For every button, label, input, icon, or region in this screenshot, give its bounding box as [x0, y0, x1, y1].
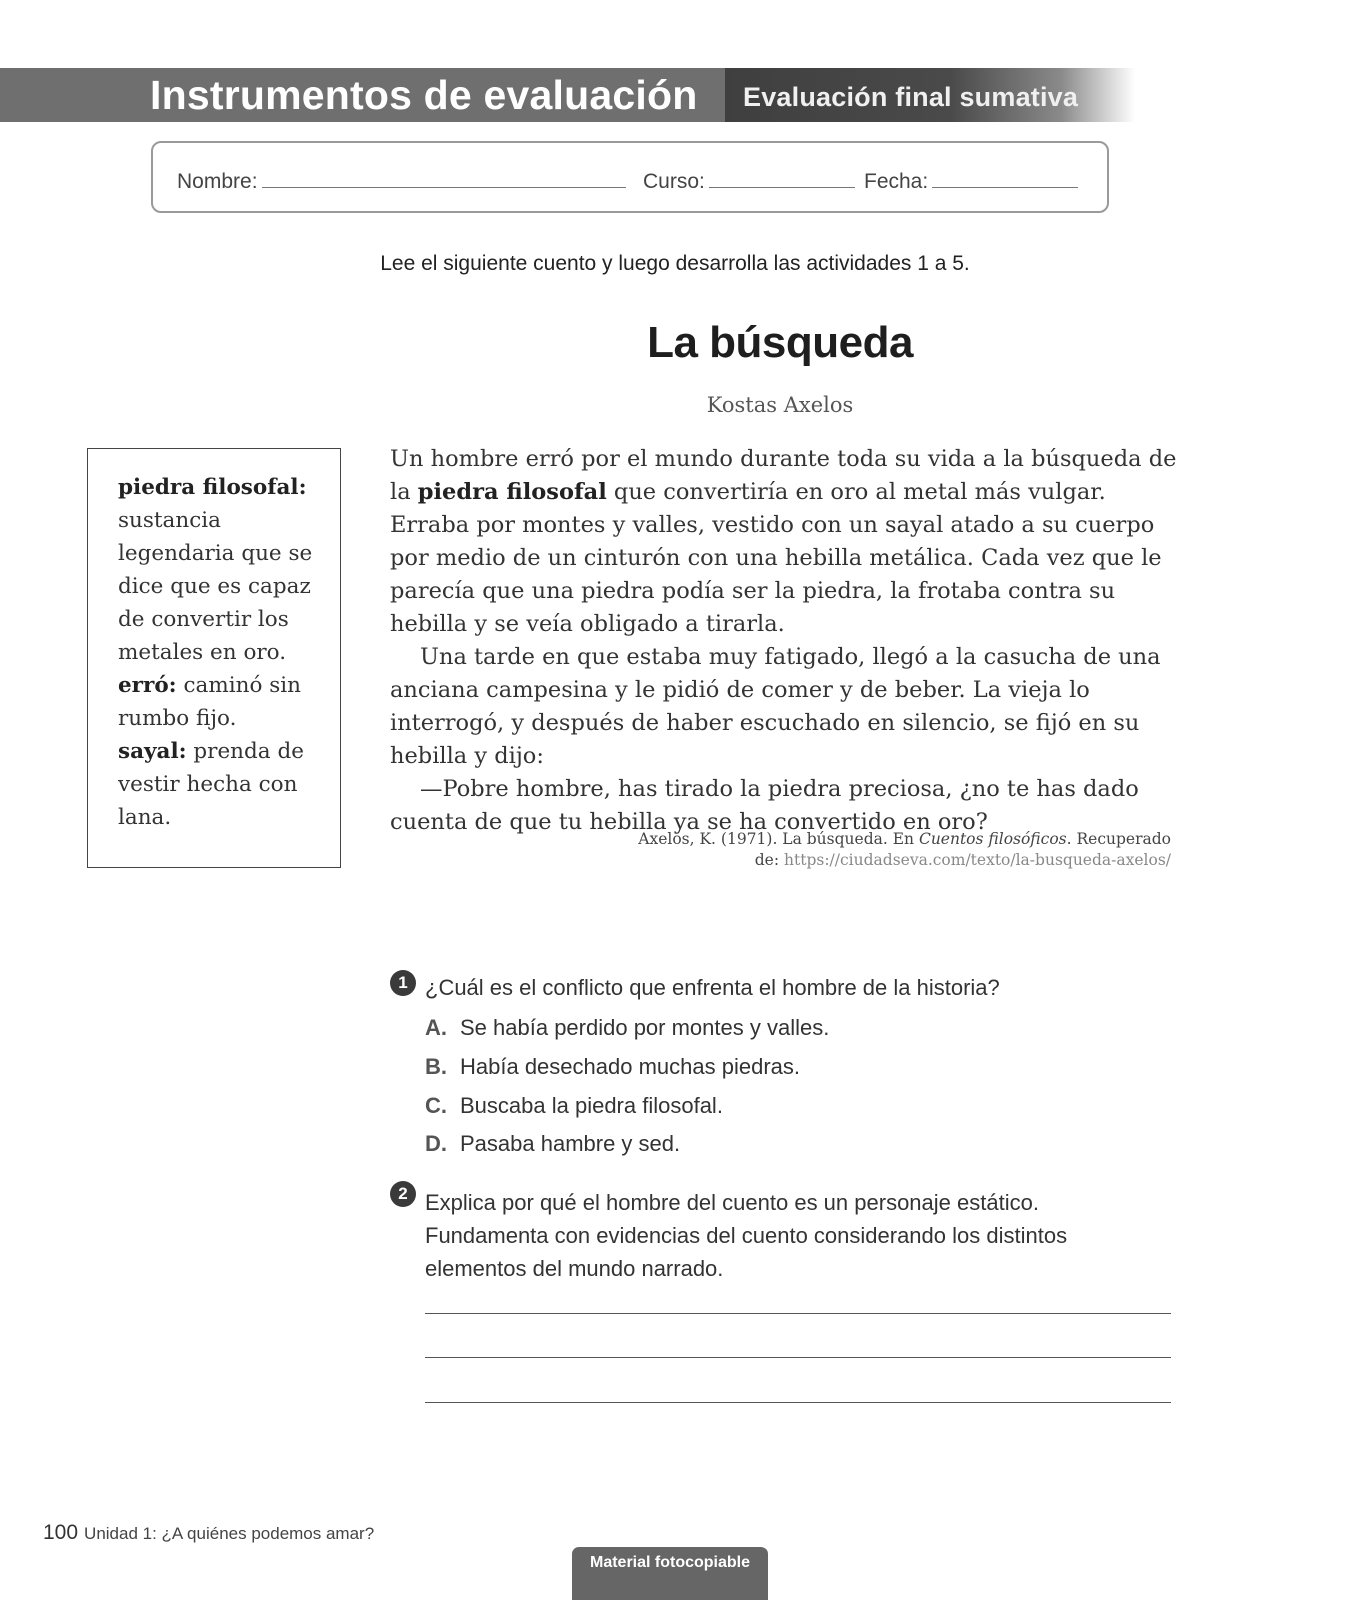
story-text: Un hombre erró por el mundo durante toda su vida a la búsqueda de la: [390, 446, 1177, 505]
citation-url[interactable]: https://ciudadseva.com/texto/la-busqueda-axelos/: [784, 851, 1171, 869]
answer-line[interactable]: [425, 1357, 1171, 1358]
option-letter: D.: [425, 1131, 447, 1156]
header-subtitle-band: [725, 68, 1135, 122]
unit-title: Unidad 1: ¿A quiénes podemos amar?: [84, 1524, 375, 1543]
question-1-option-d[interactable]: [425, 1131, 680, 1157]
glossary-definition: sustancia legendaria que se dice que es capaz de convertir los metales en oro.: [118, 508, 313, 665]
story-title: La búsqueda: [647, 318, 913, 367]
citation-text: . Recuperado: [1066, 830, 1171, 848]
glossary-definition: caminó sin rumbo fijo.: [118, 673, 301, 731]
citation-book-title: Cuentos filosóficos: [918, 830, 1067, 848]
page-footer: [43, 1521, 374, 1545]
instruction-text: Lee el siguiente cuento y luego desarrolla las actividades 1 a 5.: [380, 252, 970, 275]
option-text: Buscaba la piedra filosofal.: [460, 1093, 723, 1118]
glossary-box: [87, 448, 341, 868]
name-field[interactable]: [177, 169, 626, 194]
option-letter: A.: [425, 1015, 447, 1040]
option-text: Se había perdido por montes y valles.: [460, 1015, 830, 1040]
question-1-number-badge: 1: [390, 970, 416, 996]
header-subtitle: Evaluación final sumativa: [743, 82, 1079, 112]
glossary-term: sayal:: [118, 739, 187, 764]
story-author: Kostas Axelos: [706, 393, 854, 417]
citation: [560, 829, 1171, 871]
glossary-term: erró:: [118, 673, 177, 698]
story-keyword: piedra filosofal: [417, 479, 607, 505]
header-band: [0, 68, 725, 122]
course-field[interactable]: [643, 169, 855, 194]
question-1-option-c[interactable]: [425, 1093, 723, 1119]
story-paragraph-3: —Pobre hombre, has tirado la piedra preciosa, ¿no te has dado cuenta de que tu hebilla ya se ha convertido en oro?: [390, 776, 1139, 835]
date-blank-line[interactable]: [932, 169, 1078, 188]
date-field[interactable]: [864, 169, 1078, 194]
question-1-option-a[interactable]: [425, 1015, 829, 1041]
student-info-box: [151, 141, 1109, 213]
answer-line[interactable]: [425, 1313, 1171, 1314]
option-letter: B.: [425, 1054, 447, 1079]
glossary-entry: [118, 735, 340, 834]
option-letter: C.: [425, 1093, 447, 1118]
option-text: Pasaba hambre y sed.: [460, 1131, 681, 1156]
answer-line[interactable]: [425, 1402, 1171, 1403]
question-1-text: ¿Cuál es el conflicto que enfrenta el hombre de la historia?: [425, 975, 1000, 1000]
story-body: [390, 443, 1180, 839]
option-text: Había desechado muchas piedras.: [460, 1054, 800, 1079]
name-label: Nombre:: [177, 170, 258, 193]
story-paragraph-1: [390, 443, 1180, 641]
citation-text: de:: [754, 851, 784, 869]
page-number: 100: [43, 1521, 79, 1544]
story-text: que convertiría en oro al metal más vulgar. Erraba por montes y valles, vestido con un sayal atado a su cuerpo por medio de un cinturón con una hebilla metálica. Cada vez que le parecía que una piedra podía ser la piedra, la frotaba contra su hebilla y se veía obligado a tirarla.: [390, 479, 1162, 637]
glossary-entry: [118, 669, 340, 735]
header-title: Instrumentos de evaluación: [150, 72, 698, 118]
date-label: Fecha:: [864, 170, 929, 193]
course-label: Curso:: [643, 170, 705, 193]
question-2-number-badge: 2: [390, 1181, 416, 1207]
glossary-entry: [118, 471, 340, 669]
photocopiable-tab: Material fotocopiable: [572, 1547, 768, 1600]
glossary-definition: prenda de vestir hecha con lana.: [118, 739, 304, 830]
glossary-term: piedra filosofal:: [118, 475, 307, 500]
course-blank-line[interactable]: [709, 169, 855, 188]
question-2-text: Explica por qué el hombre del cuento es un personaje estático. Fundamenta con evidencias del cuento considerando los distintos elementos del mundo narrado.: [425, 1190, 1068, 1281]
citation-text: Axelos, K. (1971). La búsqueda. En: [638, 830, 919, 848]
name-blank-line[interactable]: [262, 169, 626, 188]
question-1-option-b[interactable]: [425, 1054, 800, 1080]
story-paragraph-2: Una tarde en que estaba muy fatigado, llegó a la casucha de una anciana campesina y le pidió de comer y de beber. La vieja lo interrogó, y después de haber escuchado en silencio, se fijó en su hebilla y dijo:: [390, 644, 1161, 769]
